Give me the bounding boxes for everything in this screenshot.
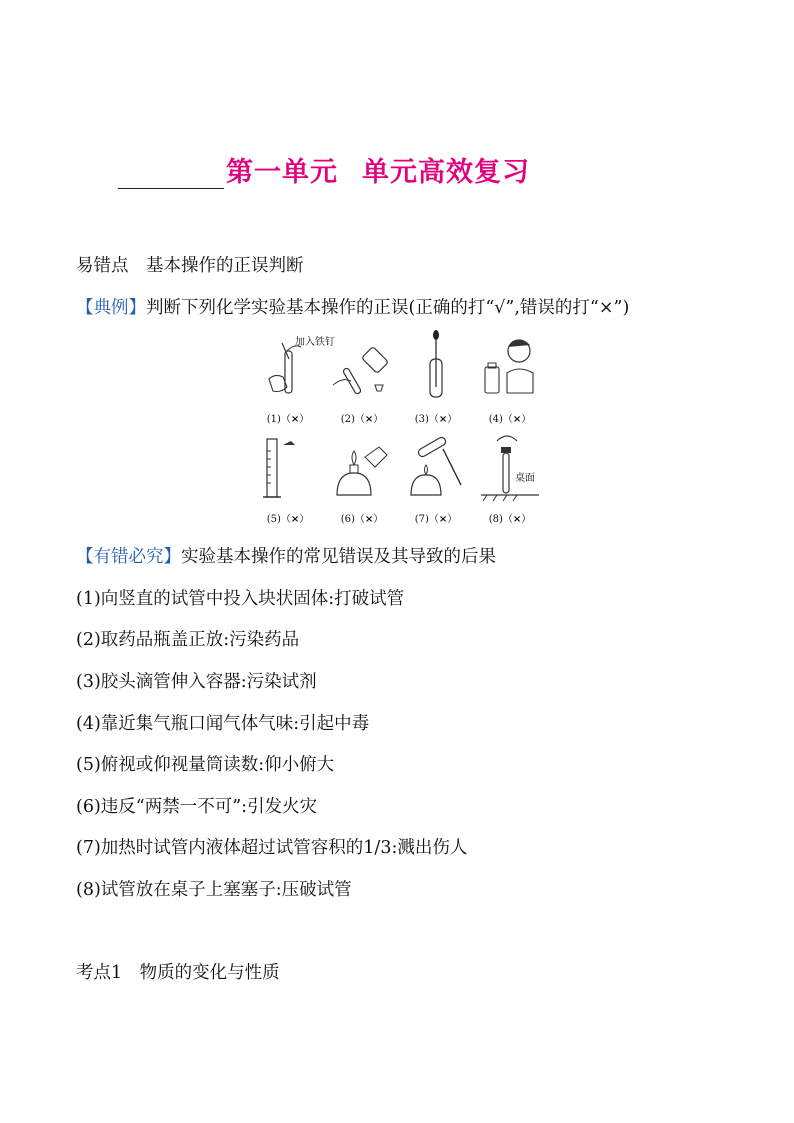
graduated-cylinder-icon xyxy=(255,429,321,509)
analysis-item-4: (4)靠近集气瓶口闻气体气味:引起中毒 xyxy=(76,714,370,734)
analysis-heading xyxy=(76,543,496,568)
title-unit: 第一单元 xyxy=(226,157,338,188)
example-text: 判断下列化学实验基本操作的正误(正确的打“√”,错误的打“×”) xyxy=(146,298,630,318)
pouring-reagent-icon xyxy=(329,329,395,409)
dropper-in-tube-icon xyxy=(403,329,469,409)
section-heading-topic1: 考点1 物质的变化与性质 xyxy=(76,963,280,983)
figure-item-4 xyxy=(477,329,543,425)
figure-caption-6: (6)（×） xyxy=(340,514,384,525)
analysis-item-8: (8)试管放在桌子上塞塞子:压破试管 xyxy=(76,880,352,900)
figure-top-label: 加入铁钉 xyxy=(295,337,335,348)
analysis-item-1: (1)向竖直的试管中投入块状固体:打破试管 xyxy=(76,589,405,609)
test-tube-iron-nail-icon xyxy=(255,329,321,409)
figure-caption-8: (8)（×） xyxy=(488,514,532,525)
analysis-tag: 【有错必究】 xyxy=(76,547,181,567)
figure-caption-7: (7)（×） xyxy=(414,514,458,525)
figure-caption-1: (1)（×） xyxy=(266,414,310,425)
analysis-item-2: (2)取药品瓶盖正放:污染药品 xyxy=(76,630,300,650)
figure-item-1 xyxy=(255,329,321,425)
figure-caption-2: (2)（×） xyxy=(340,414,384,425)
figure-item-3 xyxy=(403,329,469,425)
analysis-item-6: (6)违反“两禁一不可”:引发火灾 xyxy=(76,797,318,817)
analysis-item-7: (7)加热时试管内液体超过试管容积的1/3:溅出伤人 xyxy=(76,838,468,858)
section-heading-mistakes: 易错点 基本操作的正误判断 xyxy=(76,256,304,276)
figure-caption-5: (5)（×） xyxy=(266,514,310,525)
title-review: 单元高效复习 xyxy=(362,157,530,188)
heating-test-tube-icon xyxy=(403,429,469,509)
desk-label: 桌面 xyxy=(515,473,535,484)
lab-operations-figure xyxy=(255,325,545,525)
figure-item-7 xyxy=(403,429,469,525)
figure-item-6 xyxy=(329,429,395,525)
alcohol-lamp-ignition-icon xyxy=(329,429,395,509)
example-tag: 【典例】 xyxy=(76,298,146,318)
figure-item-2 xyxy=(329,329,395,425)
figure-caption-3: (3)（×） xyxy=(414,414,458,425)
smelling-gas-icon xyxy=(477,329,543,409)
figure-item-8 xyxy=(477,429,543,525)
figure-item-5 xyxy=(255,429,321,525)
title-blank-line xyxy=(118,158,224,189)
figure-caption-4: (4)（×） xyxy=(488,414,532,425)
example-prompt xyxy=(76,294,629,319)
page-title xyxy=(118,150,530,189)
analysis-text: 实验基本操作的常见错误及其导致的后果 xyxy=(181,547,496,567)
analysis-item-5: (5)俯视或仰视量筒读数:仰小俯大 xyxy=(76,755,335,775)
analysis-item-3: (3)胶头滴管伸入容器:污染试剂 xyxy=(76,672,317,692)
